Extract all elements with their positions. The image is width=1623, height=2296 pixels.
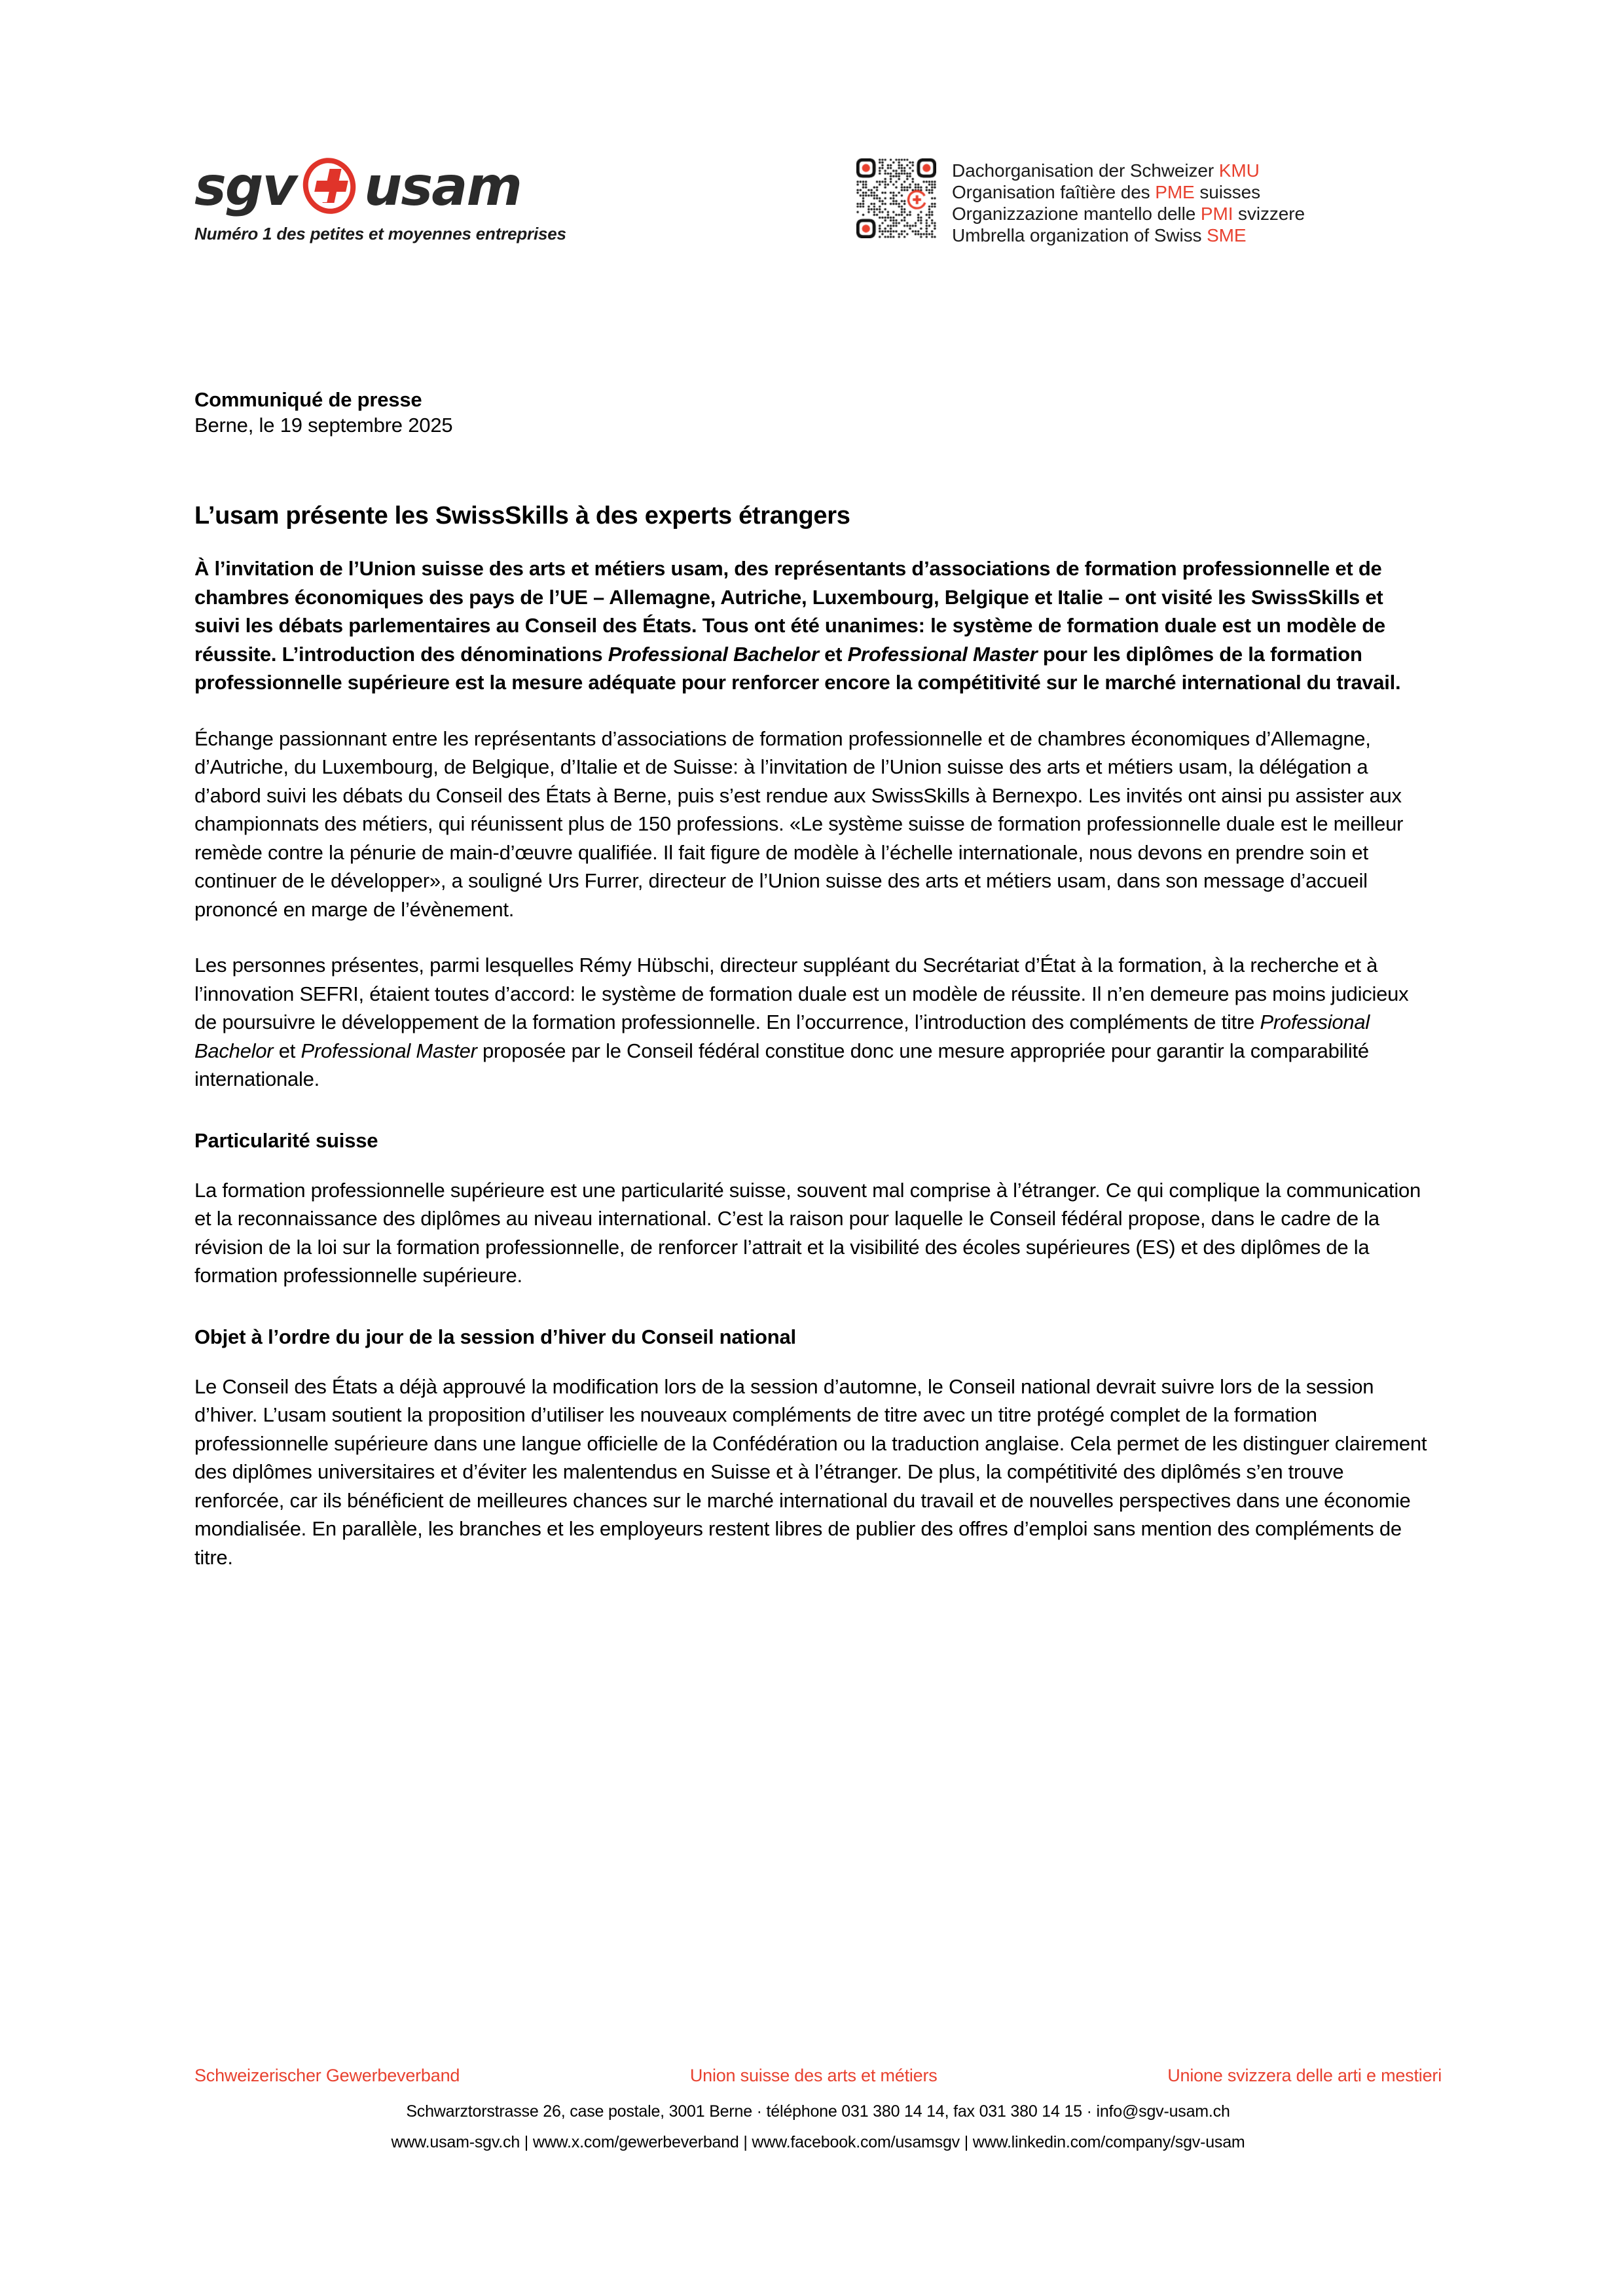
qr-code-icon bbox=[856, 158, 936, 238]
swiss-cross-circle-icon bbox=[300, 156, 363, 219]
logo-tagline: Numéro 1 des petites et moyennes entreprises bbox=[194, 224, 566, 243]
footer-organization-names bbox=[194, 2065, 1442, 2086]
logo-text-sgv: sgv bbox=[194, 156, 296, 218]
usam-logo bbox=[194, 156, 653, 244]
footer-org-de: Schweizerischer Gewerbeverband bbox=[194, 2066, 460, 2085]
organization-tagline-1: Organisation faîtière des PME suisses bbox=[952, 182, 1260, 202]
footer-org-it: Unione svizzera delle arti e mestieri bbox=[1167, 2066, 1442, 2085]
organization-taglines bbox=[952, 158, 1305, 246]
organization-tagline-0: Dachorganisation der Schweizer KMU bbox=[952, 160, 1260, 181]
document-kicker: Communiqué de presse bbox=[194, 388, 422, 411]
page-title: L’usam présente les SwissSkills à des experts étrangers bbox=[194, 502, 850, 529]
organization-tagline-2: Organizzazione mantello delle PMI svizzere bbox=[952, 204, 1305, 224]
footer-contact-line: Schwarztorstrasse 26, case postale, 3001 Berne · téléphone 031 380 14 14, fax 031 380 14 15 · info@sgv-usam.ch bbox=[406, 2102, 1230, 2121]
footer-org-fr: Union suisse des arts et métiers bbox=[689, 2066, 938, 2085]
body-paragraph-1: Échange passionnant entre les représentants d’associations de formation professionnelle et de chambres économiques d’Allemagne, d’Autriche, du Luxembourg, de Belgique, d’Italie et de Suisse: à l’invitation de l’Union suisse des arts et métiers usam, la délégation a d’abord suivi les débats du Conseil des États à Berne, puis s’est rendue aux SwissSkills à Bernexpo. Les invités ont ainsi pu assister aux championnats des métiers, qui réunissent plus de 150 professions. «Le système suisse de formation professionnelle duale est le meilleur remède contre la pénurie de main-d’œuvre qualifiée. Il fait figure de modèle à l’échelle internationale, nous devons en prendre soin et continuer de le développer», a souligné Urs Furrer, directeur de l’Union suisse des arts et métiers usam, dans son message d’accueil prononcé en marge de l’évènement. bbox=[194, 726, 1404, 921]
logo-text-usam: usam bbox=[363, 156, 521, 218]
body-paragraph-2: Les personnes présentes, parmi lesquelles Rémy Hübschi, directeur suppléant du Secrétariat d’État à la formation, à la recherche et à l’innovation SEFRI, étaient toutes d’accord: le système de formation duale est un modèle de réussite. Il n’en demeure pas moins judicieux de poursuivre le développement de la formation professionnelle. En l’occurrence, l’introduction des compléments de titre Professional Bachelor et Professional Master proposée par le Conseil fédéral constitue donc une mesure appropriée pour garantir la comparabilité internationale. bbox=[194, 954, 1409, 1090]
body-paragraph-4: Le Conseil des États a déjà approuvé la modification lors de la session d’automne, le Conseil national devrait suivre lors de la session d’hiver. L’usam soutient la proposition d’utiliser les nouveaux compléments de titre avec un titre protégé complet de la formation professionnelle supérieure dans une langue officielle de la Confédération ou la traduction anglaise. Cela permet de les distinguer clairement des diplômes universitaires et d’éviter les malentendus en Suisse et à l’étranger. De plus, la compétitivité des diplômés s’en trouve renforcée, car ils bénéficient de meilleures chances sur le marché international du travail et de nouvelles perspectives dans une économie mondialisée. En parallèle, les branches et les employeurs restent libres de publier des offres d’emploi sans mention des compléments de titre. bbox=[194, 1374, 1427, 1569]
document-body bbox=[194, 387, 1432, 1571]
page-header bbox=[194, 156, 1467, 280]
organization-tagline-3: Umbrella organization of Swiss SME bbox=[952, 225, 1247, 245]
section-heading-objet: Objet à l’ordre du jour de la session d’hiver du Conseil national bbox=[194, 1325, 796, 1348]
organization-identity bbox=[856, 158, 1305, 246]
document-dateline: Berne, le 19 septembre 2025 bbox=[194, 414, 453, 437]
logo-wordmark bbox=[194, 156, 653, 219]
section-heading-particularite: Particularité suisse bbox=[194, 1128, 378, 1152]
lead-paragraph: À l’invitation de l’Union suisse des arts et métiers usam, des représentants d’associations de formation professionnelle et de chambres économiques des pays de l’UE – Allemagne, Autriche, Luxembourg, Belgique et Italie – ont visité les SwissSkills et suivi les débats parlementaires au Conseil des États. Tous ont été unanimes: le système de formation duale est un modèle de réussite. L’introduction des dénominations Professional Bachelor et Professional Master pour les diplômes de la formation professionnelle supérieure est la mesure adéquate pour renforcer encore la compétitivité sur le marché international du travail. bbox=[194, 557, 1401, 694]
page-footer bbox=[194, 2065, 1442, 2153]
footer-links-line: www.usam-sgv.ch | www.x.com/gewerbeverband | www.facebook.com/usamsgv | www.linkedin.com/company/sgv-usam bbox=[391, 2133, 1245, 2151]
body-paragraph-3: La formation professionnelle supérieure est une particularité suisse, souvent mal comprise à l’étranger. Ce qui complique la communication et la reconnaissance des diplômes au niveau international. C’est la raison pour laquelle le Conseil fédéral propose, dans le cadre de la révision de la loi sur la formation professionnelle, de renforcer l’attrait et la visibilité des écoles supérieures (ES) et des diplômes de la formation professionnelle supérieure. bbox=[194, 1178, 1421, 1287]
